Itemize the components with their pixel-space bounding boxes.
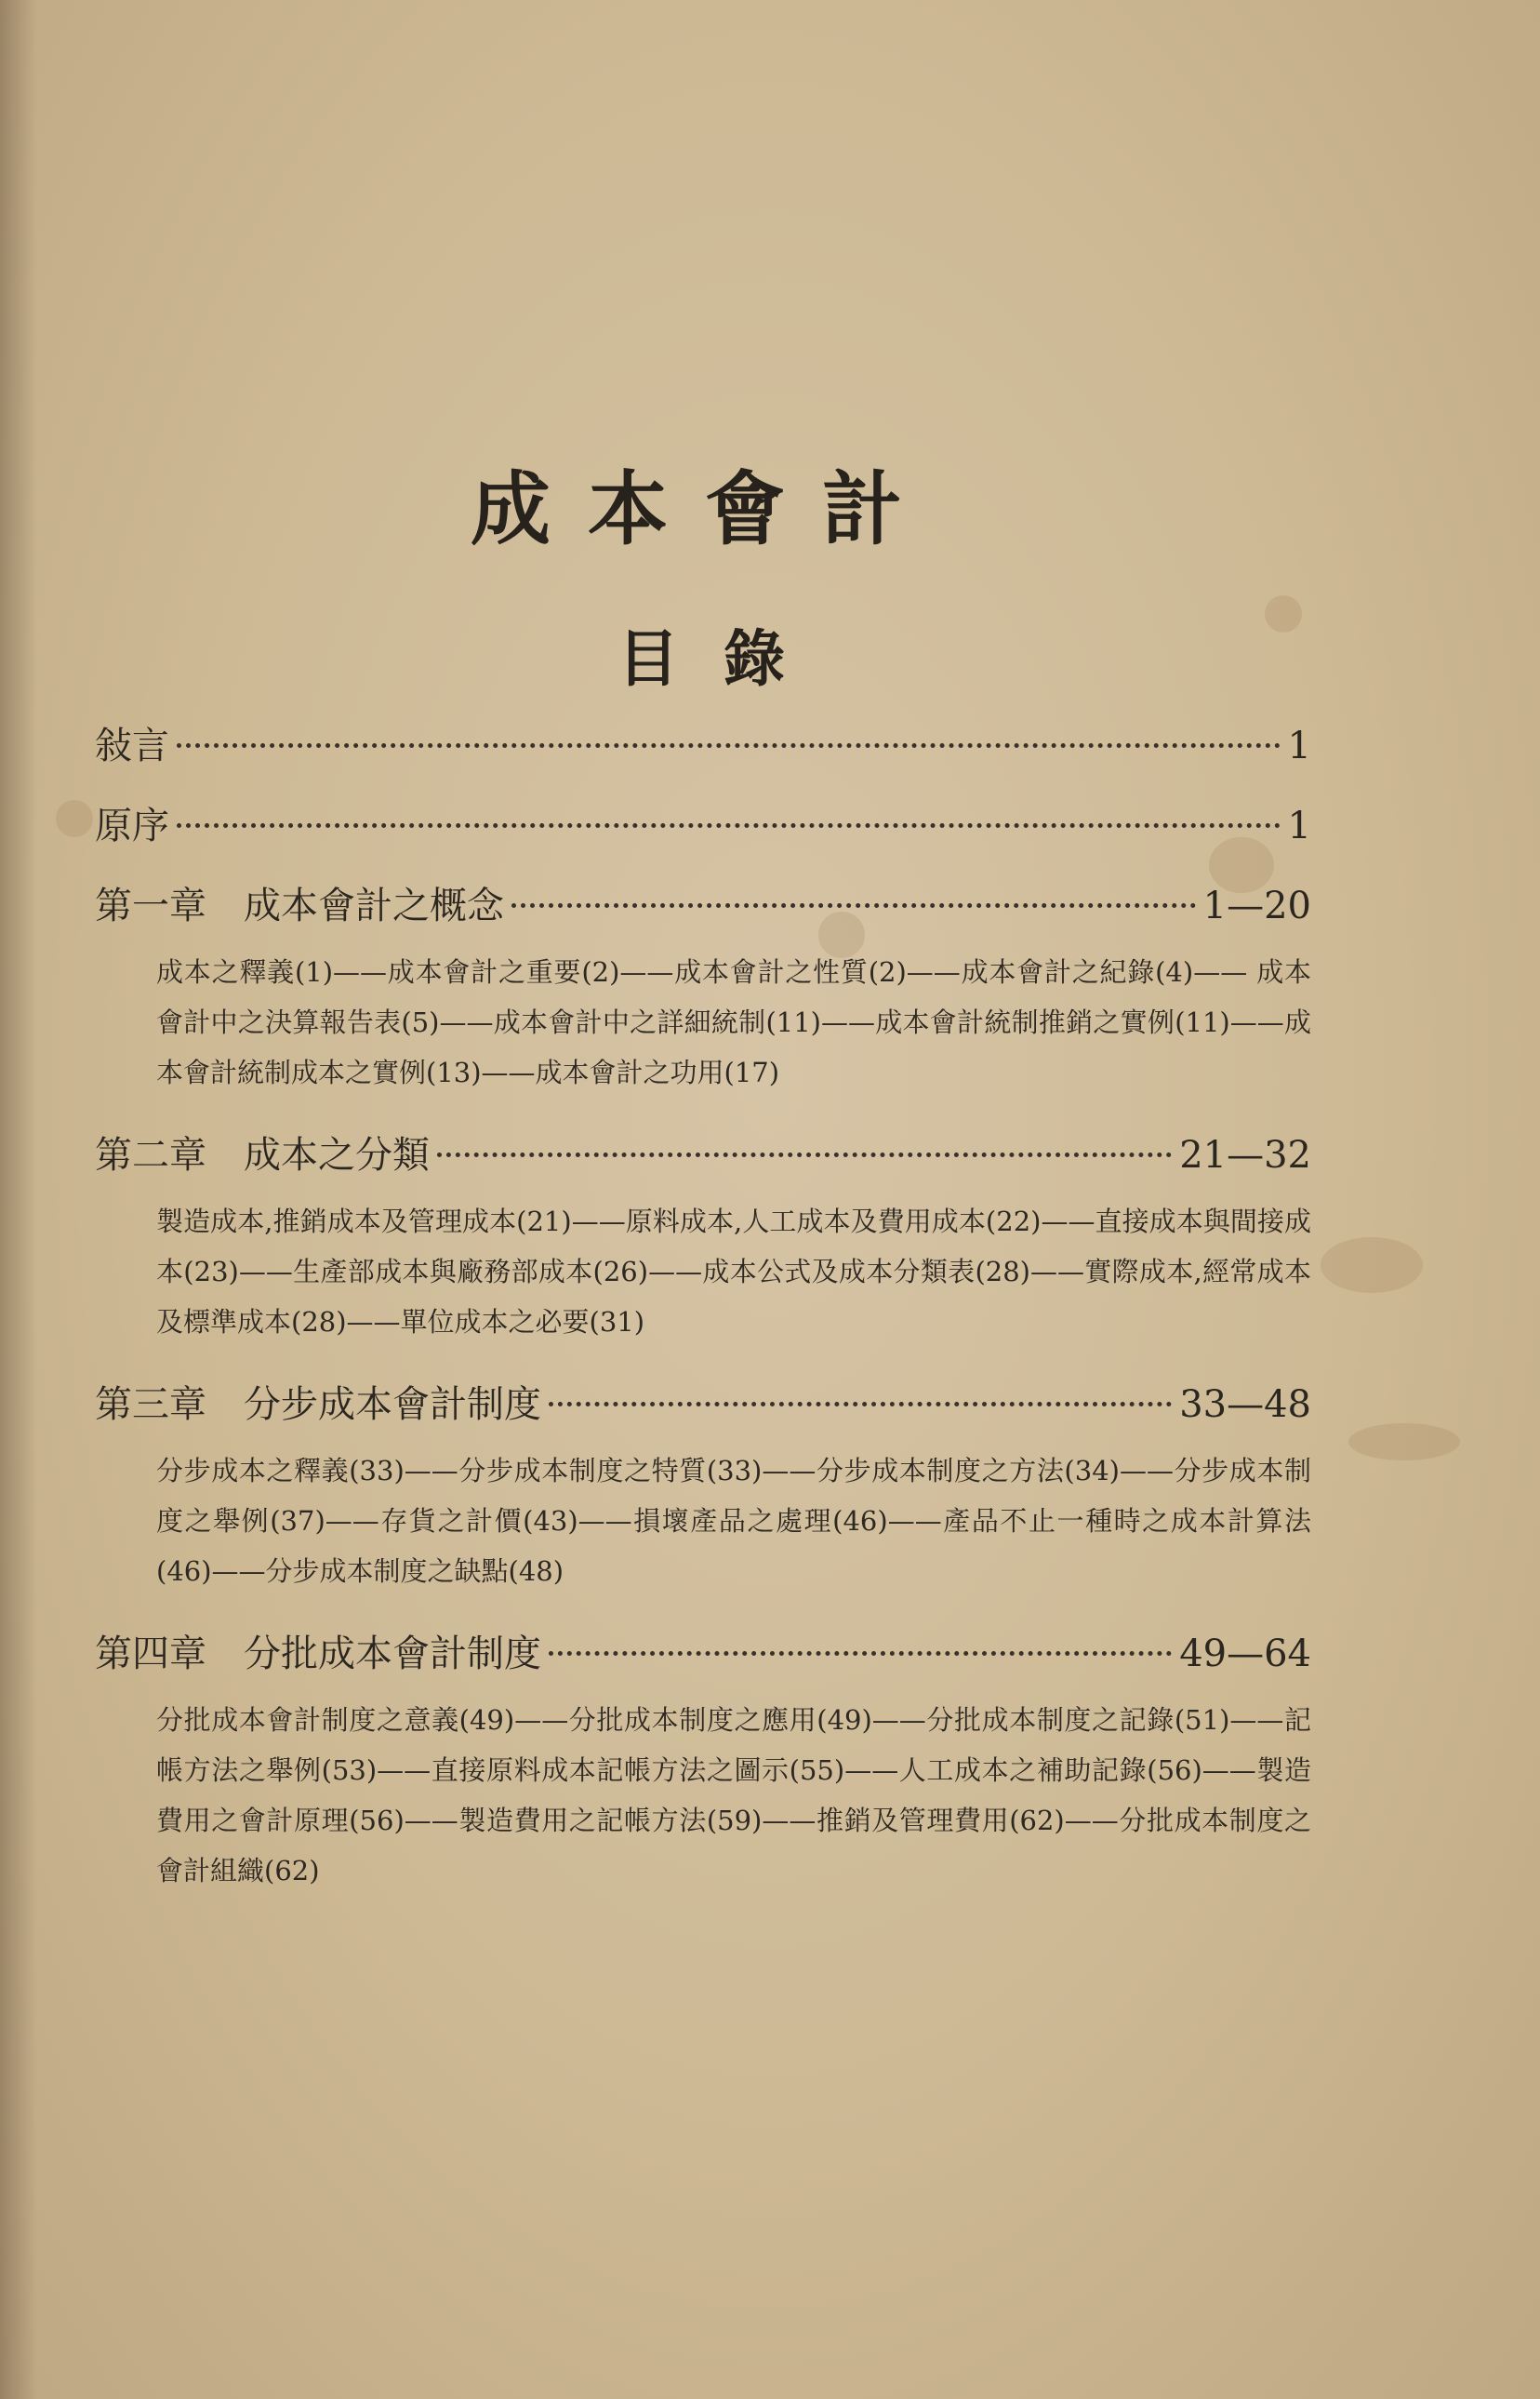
entry-pages: 21—32 <box>1179 1134 1311 1177</box>
entry-label: 原序 <box>95 805 169 847</box>
chapter-sections: 製造成本,推銷成本及管理成本(21)——原料成本,人工成本及費用成本(22)——直接成本與間接成本(23)——生產部成本與廠務部成本(26)——成本公式及成本分類表(28)——實際成本,經常成本及標準成本(28)——單位成本之必要(31) <box>156 1206 1311 1338</box>
toc-entry-chapter-4 <box>95 1624 1311 1896</box>
paper-stain <box>1321 1237 1423 1293</box>
dot-leader <box>177 743 1281 748</box>
chapter-sections: 分步成本之釋義(33)——分步成本制度之特質(33)——分步成本制度之方法(34)——分步成本制度之舉例(37)——存貨之計價(43)——損壞產品之處理(46)——產品不止一種時之成本計算法(46)——分步成本制度之缺點(48) <box>156 1455 1311 1587</box>
toc-entries <box>95 716 1311 1896</box>
chapter-title: 分批成本會計制度 <box>244 1633 541 1675</box>
chapter-number: 第四章 <box>95 1633 206 1675</box>
chapter-number: 第三章 <box>95 1383 206 1426</box>
book-title: 成本會計 <box>471 462 939 556</box>
dot-leader <box>437 1153 1172 1157</box>
dot-leader <box>549 1402 1172 1406</box>
paper-stain <box>1348 1423 1460 1460</box>
entry-pages: 1—20 <box>1202 885 1311 927</box>
toc-entry-chapter-3 <box>95 1375 1311 1596</box>
dot-leader <box>177 823 1281 828</box>
toc-entry-chapter-2 <box>95 1126 1311 1347</box>
dot-leader <box>511 903 1196 908</box>
entry-pages: 33—48 <box>1179 1383 1311 1426</box>
dot-leader <box>549 1651 1172 1656</box>
entry-pages: 49—64 <box>1179 1633 1311 1675</box>
chapter-sections: 分批成本會計制度之意義(49)——分批成本制度之應用(49)——分批成本制度之記錄(51)——記帳方法之舉例(53)——直接原料成本記帳方法之圖示(55)——人工成本之補助記錄(56)——製造費用之會計原理(56)——製造費用之記帳方法(59)——推銷及管理費用(62)——分批成本制度之會計組織(62) <box>156 1704 1311 1886</box>
entry-pages: 1 <box>1287 725 1311 767</box>
chapter-number: 第二章 <box>95 1134 206 1177</box>
paper-stain <box>56 800 93 837</box>
entry-pages: 1 <box>1287 805 1311 847</box>
toc-entry-preface <box>95 716 1311 776</box>
chapter-title: 成本會計之概念 <box>244 885 504 927</box>
chapter-sections: 成本之釋義(1)——成本會計之重要(2)——成本會計之性質(2)——成本會計之紀錄(4)—— 成本會計中之決算報告表(5)——成本會計中之詳細統制(11)——成本會計統制推銷之實例(11)——成本會計統制成本之實例(13)——成本會計之功用(17) <box>156 956 1311 1088</box>
chapter-title: 成本之分類 <box>244 1134 430 1177</box>
spine-shadow <box>0 0 37 2399</box>
entry-label: 敍言 <box>95 725 169 767</box>
toc-entry-original-preface <box>95 796 1311 856</box>
toc-heading: 目錄 <box>617 622 830 695</box>
chapter-title: 分步成本會計制度 <box>244 1383 541 1426</box>
chapter-number: 第一章 <box>95 885 206 927</box>
toc-entry-chapter-1 <box>95 876 1311 1098</box>
